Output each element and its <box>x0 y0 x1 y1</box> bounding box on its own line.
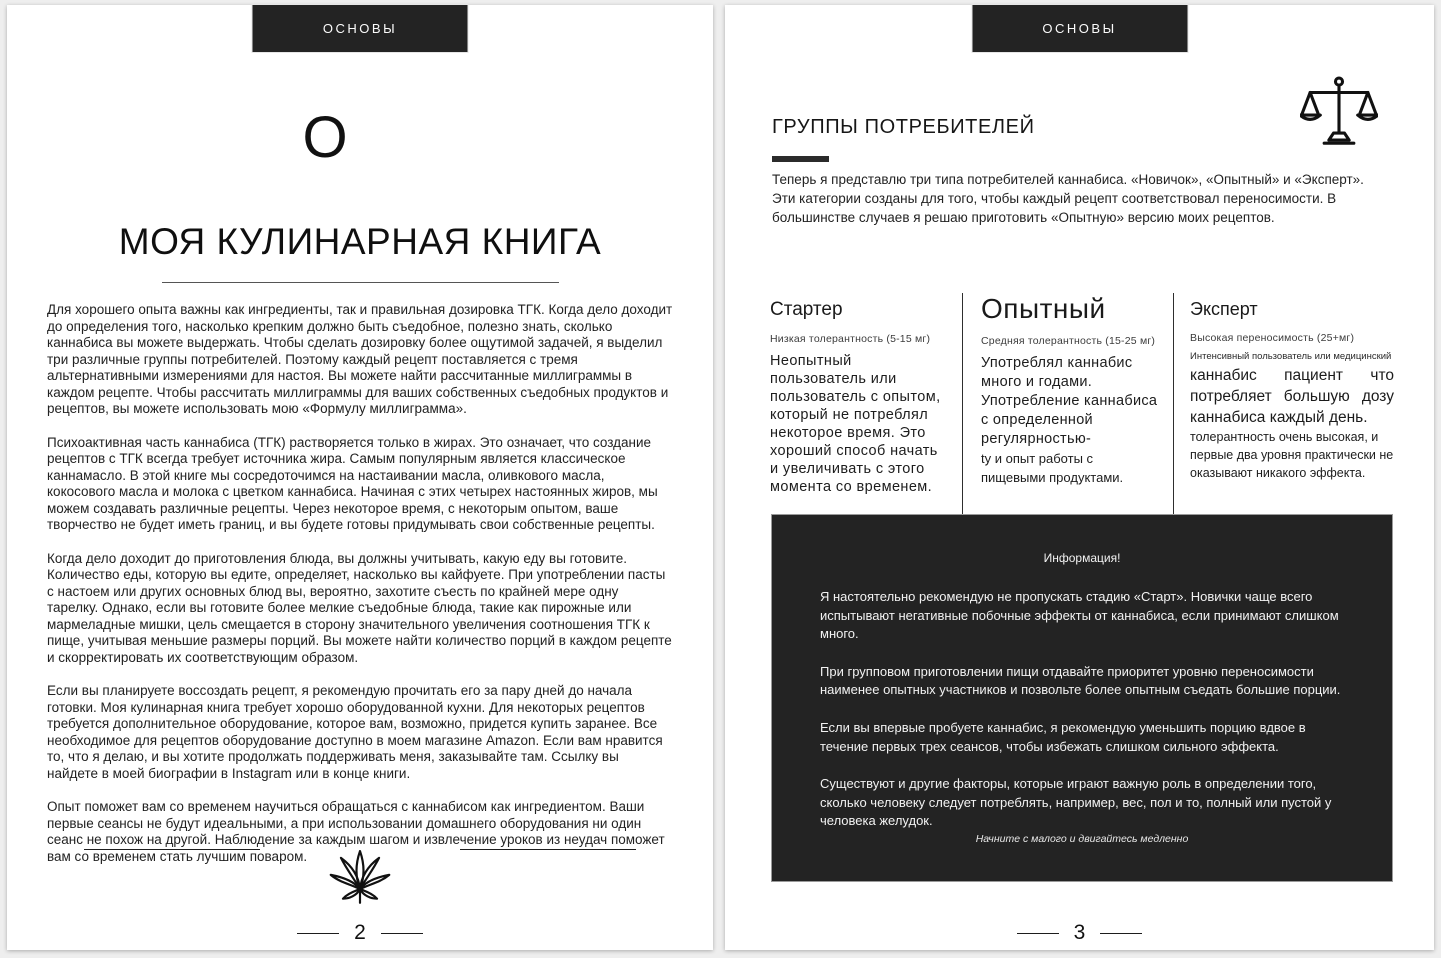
page-number-value: 2 <box>354 921 366 944</box>
column-body: Неопытный пользователь или пользователь с опытом, который не потреблял некоторое время. Это хороший способ начать и увеличивать с этого момента со временем. <box>770 353 941 495</box>
page-number-left <box>7 921 713 945</box>
chapter-header-bar <box>972 5 1187 52</box>
footer-ornament <box>7 843 713 917</box>
page-title: МОЯ КУЛИНАРНАЯ КНИГА <box>118 221 602 262</box>
info-paragraph: При групповом приготовлении пищи отдавайте приоритет уровню переносимости наименее опытных участников и позвольте более опытным съедать большие порции. <box>820 663 1341 698</box>
column-expert <box>1174 293 1394 520</box>
column-body: толерантность очень высокая, и первые два уровня практически не оказывают никакого эффекта. <box>1190 430 1394 480</box>
page-number-dash <box>1100 933 1142 934</box>
title-underline <box>162 282 559 283</box>
page-left <box>7 5 713 950</box>
cannabis-leaf-icon <box>326 845 394 917</box>
page-number-value: 3 <box>1073 921 1086 944</box>
info-box-title: Информация! <box>1043 551 1121 565</box>
section-title: ГРУППЫ ПОТРЕБИТЕЛЕЙ <box>772 116 1035 138</box>
paragraph: Психоактивная часть каннабиса (ТГК) растворяется только в жирах. Это означает, что создание рецептов с ТГК всегда требует источника жира. Самым популярным является классическое каннамасло. В этой книге мы сосредоточимся на настаивании масла, оливкового масла, кокосового масла и молока с цветком каннабиса. Начиная с этих четырех настоянных жиров, мы можем создавать различные рецепты. Через некоторое время, с некоторым опытом, ваше творчество не будет иметь границ, и вы будете готовы придумывать свои собственные рецепты. <box>47 434 658 532</box>
consumer-groups-columns <box>770 293 1394 520</box>
body-text <box>47 302 673 882</box>
column-body: Употреблял каннабис много и годами. Употребление каннабиса с определенной регулярностью- <box>981 355 1158 447</box>
page-number-dash <box>1017 933 1059 934</box>
column-title: Опытный <box>981 293 1106 324</box>
page-number-dash <box>297 933 339 934</box>
column-body-secondary: ty и опыт работы с пищевыми продуктами. <box>981 451 1124 485</box>
chapter-header-bar <box>253 5 468 52</box>
ornament-rule-right <box>460 849 636 850</box>
column-subtitle: Средняя толерантность (15-25 мг) <box>981 335 1156 347</box>
chapter-letter: О <box>302 105 348 170</box>
paragraph: Для хорошего опыта важны как ингредиенты, так и правильная дозировка ТГК. Когда дело доходит до определения того, насколько крепким должно быть съедобное, полезно знать, сколько каннабиса вы можете выдержать. Чтобы сделать дозировку более ощутимой задачей, я выделил три различные группы потребителей. Поэтому каждый рецепт поставляется с тремя альтернативными измерениями для настоя. Вы можете найти рассчитанные миллиграммы в каждом рецепте. Чтобы рассчитать миллиграммы для ваших собственных съедобных продуктов и рецептов, вы можете использовать мою «Формулу миллиграмма». <box>47 302 673 416</box>
info-box-text <box>820 588 1348 831</box>
page-number-dash <box>381 933 423 934</box>
info-box-footer-note: Начните с малого и двигайтесь медленно <box>975 833 1189 845</box>
column-experienced <box>962 293 1174 520</box>
column-starter <box>770 293 962 520</box>
chapter-header-label: ОСНОВЫ <box>1042 21 1117 36</box>
section-intro: Теперь я представлю три типа потребителей каннабиса. «Новичок», «Опытный» и «Эксперт». Эти категории созданы для того, чтобы каждый рецепт соответствовал переносимости. В большинстве случаев я решаю приготовить «Опытную» версию моих рецептов. <box>772 172 1364 225</box>
page-number-right <box>725 921 1434 945</box>
paragraph: Опыт поможет вам со временем научиться обращаться с каннабисом как ингредиентом. Ваши первые сеансы не будут идеальными, а при использовании домашнего оборудования ни один сеанс не похож на другой. Наблюдение за каждым шагом и извлечение уроков из неудач поможет вам со временем стать лучшим поваром. <box>47 799 665 864</box>
info-paragraph: Существуют и другие факторы, которые играют важную роль в определении того, сколько человеку следует потреблять, например, вес, пол и то, полный или пустой у человека желудок. <box>820 776 1332 829</box>
ornament-rule-left <box>84 849 260 850</box>
column-subtitle: Высокая переносимость (25+мг) <box>1190 332 1355 344</box>
paragraph: Если вы планируете воссоздать рецепт, я рекомендую прочитать его за пару дней до начала готовки. Моя кулинарная книга требует хорошо оборудованной кухни. Для некоторых рецептов требуется дополнительное оборудование, которое вам, возможно, придется купить заранее. Все необходимое для рецептов оборудование доступно в моем магазине Amazon. Если вам нравится то, что я делаю, и вы хотите продолжать поддерживать меня, заказывайте там. Ссылку вы найдете в моей биографии в Instagram или в конце книги. <box>47 683 663 781</box>
info-paragraph: Я настоятельно рекомендую не пропускать стадию «Старт». Новички чаще всего испытывают негативные побочные эффекты от каннабиса, если принимают слишком много. <box>820 589 1339 642</box>
paragraph: Когда дело доходит до приготовления блюда, вы должны учитывать, какую еду вы готовите. Количество еды, которую вы едите, определяет, насколько вы кайфуете. При употреблении пасты с настоем или других основных блюд вы, вероятно, захотите съесть по крайней мере одну тарелку. Однако, если вы готовите более мелкие съедобные блюда, такие как пирожные или мармеладные мишки, цель смещается в сторону значительного увеличения соотношения ТГК к пище, учитывая меньшие размеры порций. Вы можете найти количество порций в каждом рецепте и скорректировать их соответствующим образом. <box>47 550 672 665</box>
scales-icon <box>1300 69 1378 155</box>
section-title-bar <box>772 156 829 162</box>
info-paragraph: Если вы впервые пробуете каннабис, я рекомендую уменьшить порцию вдвое в течение первых трех сеансов, чтобы избежать слишком сильного эффекта. <box>820 719 1306 754</box>
chapter-header-label: ОСНОВЫ <box>322 21 398 36</box>
column-note: Интенсивный пользователь или медицинский <box>1190 351 1392 362</box>
column-subtitle: Низкая толерантность (5-15 мг) <box>770 333 931 345</box>
page-right <box>725 5 1434 950</box>
info-box <box>772 515 1392 881</box>
column-title: Эксперт <box>1190 299 1258 319</box>
column-emphasis: каннабис пациент что потребляет большую дозу каннабиса каждый день. <box>1190 367 1394 426</box>
column-title: Стартер <box>770 299 843 320</box>
